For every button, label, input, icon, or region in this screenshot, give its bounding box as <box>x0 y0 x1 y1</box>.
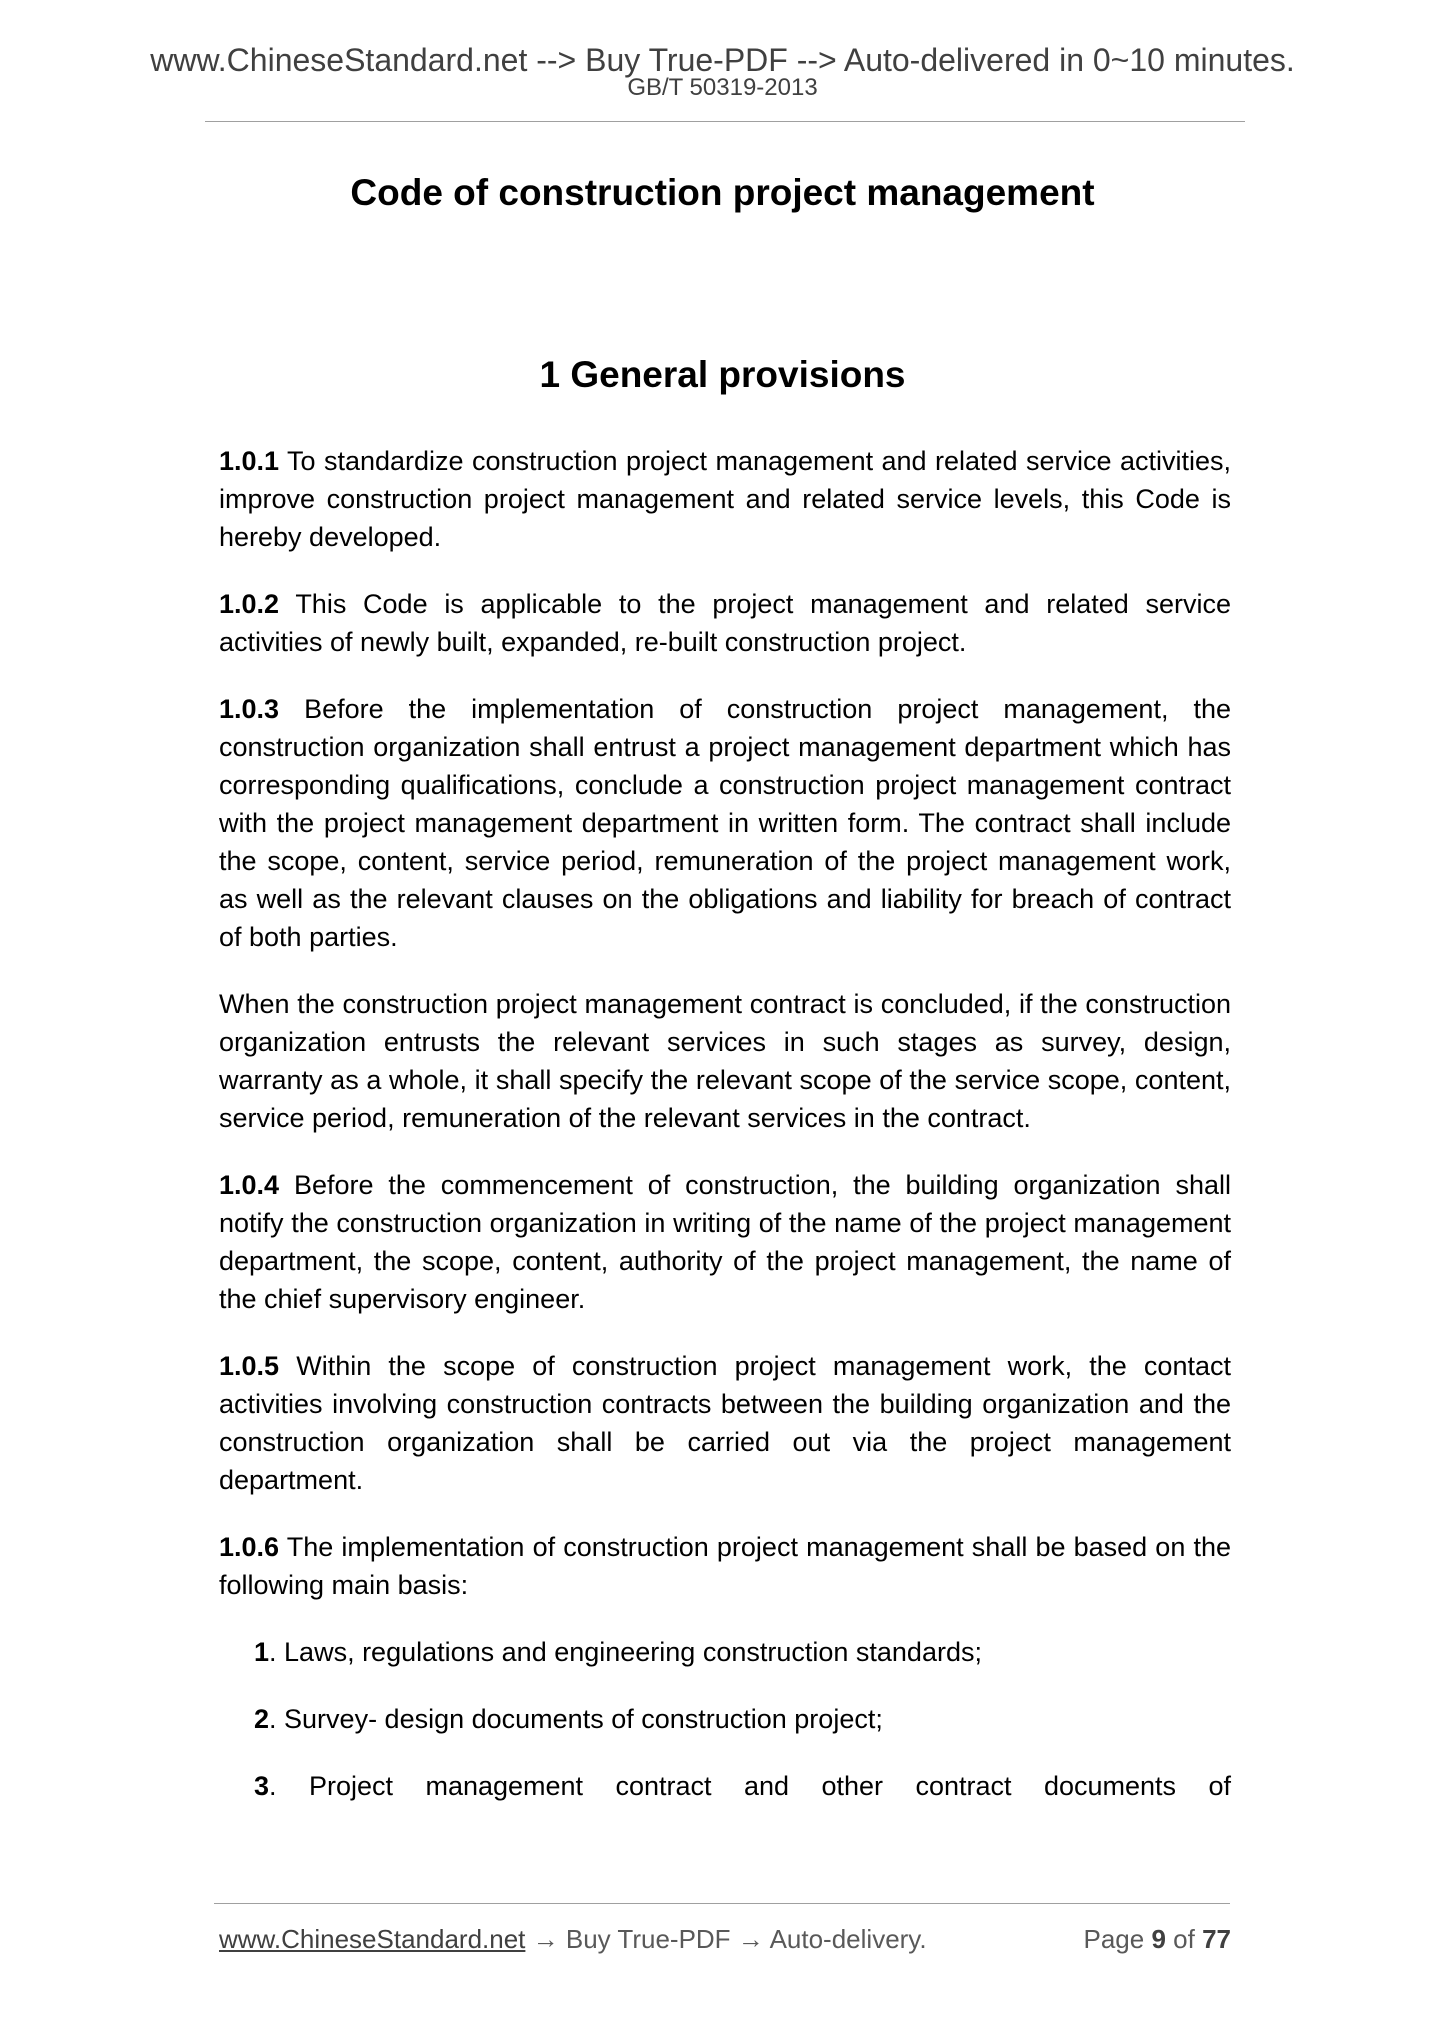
clause-1-0-3 <box>219 690 1231 956</box>
chapter-heading: 1 General provisions <box>539 354 906 395</box>
list-item-text: . Project management contract and other contract documents of <box>269 1771 1231 1801</box>
page-footer <box>219 1922 1231 1956</box>
footer-site-link[interactable]: www.ChineseStandard.net <box>219 1924 526 1954</box>
document-title: Code of construction project management <box>350 172 1095 213</box>
clause-1-0-4 <box>219 1166 1231 1318</box>
clause-1-0-6 <box>219 1528 1231 1604</box>
page-of-label: of <box>1173 1924 1195 1954</box>
list-item-number: 1 <box>254 1637 270 1667</box>
clause-number: 1.0.6 <box>219 1532 280 1562</box>
clause-1-0-2 <box>219 585 1231 661</box>
basis-list-item <box>254 1633 1231 1671</box>
list-item-number: 3 <box>254 1771 270 1801</box>
clause-text: Within the scope of construction project management work, the contact activities involving construction contracts between the building organization and the construction organization shall be carried out via the project management department. <box>219 1351 1231 1495</box>
clause-1-0-3-continuation <box>219 985 1231 1137</box>
clause-text: Before the commencement of construction, the building organization shall notify the construction organization in writing of the name of the project management department, the scope, content, authority of the project management, the name of the chief supervisory engineer. <box>219 1170 1231 1314</box>
page-label: Page <box>1083 1924 1145 1954</box>
page-indicator <box>1083 1922 1231 1956</box>
list-item-number: 2 <box>254 1704 270 1734</box>
page-total: 77 <box>1202 1924 1231 1954</box>
clause-1-0-5 <box>219 1347 1231 1499</box>
list-item-text: . Survey- design documents of construction project; <box>269 1704 883 1734</box>
clause-number: 1.0.5 <box>219 1351 280 1381</box>
footer-divider <box>214 1903 1230 1904</box>
clause-number: 1.0.1 <box>219 446 280 476</box>
clause-text: This Code is applicable to the project management and related service activities of newly built, expanded, re-built construction project. <box>219 589 1232 657</box>
clause-text: Before the implementation of construction project management, the construction organization shall entrust a project management department which has corresponding qualifications, conclude a construction project management contract with the project management department in written form. The contract shall include the scope, content, service period, remuneration of the project management work, as well as the relevant clauses on the obligations and liability for breach of contract of both parties. <box>219 694 1231 952</box>
clause-number: 1.0.4 <box>219 1170 280 1200</box>
standard-number: GB/T 50319-2013 <box>627 74 818 101</box>
document-body <box>219 442 1231 1834</box>
clause-text: When the construction project management contract is concluded, if the construction organization entrusts the relevant services in such stages as survey, design, warranty as a whole, it shall specify the relevant scope of the service scope, content, service period, remuneration of the relevant services in the contract. <box>219 989 1231 1133</box>
footer-promo <box>219 1922 927 1956</box>
top-banner: www.ChineseStandard.net --> Buy True-PDF --> Auto-delivered in 0~10 minutes. <box>150 42 1295 78</box>
page-current: 9 <box>1151 1924 1166 1954</box>
clause-number: 1.0.3 <box>219 694 280 724</box>
basis-list-item <box>254 1767 1231 1805</box>
list-item-text: . Laws, regulations and engineering construction standards; <box>269 1637 982 1667</box>
clause-text: The implementation of construction project management shall be based on the following main basis: <box>219 1532 1231 1600</box>
clause-text: To standardize construction project management and related service activities, improve construction project management and related service levels, this Code is hereby developed. <box>219 446 1231 552</box>
header-divider <box>205 121 1245 122</box>
clause-number: 1.0.2 <box>219 589 280 619</box>
footer-tagline: → Buy True-PDF → Auto-delivery. <box>525 1924 927 1954</box>
clause-1-0-1 <box>219 442 1231 556</box>
basis-list-item <box>254 1700 1231 1738</box>
